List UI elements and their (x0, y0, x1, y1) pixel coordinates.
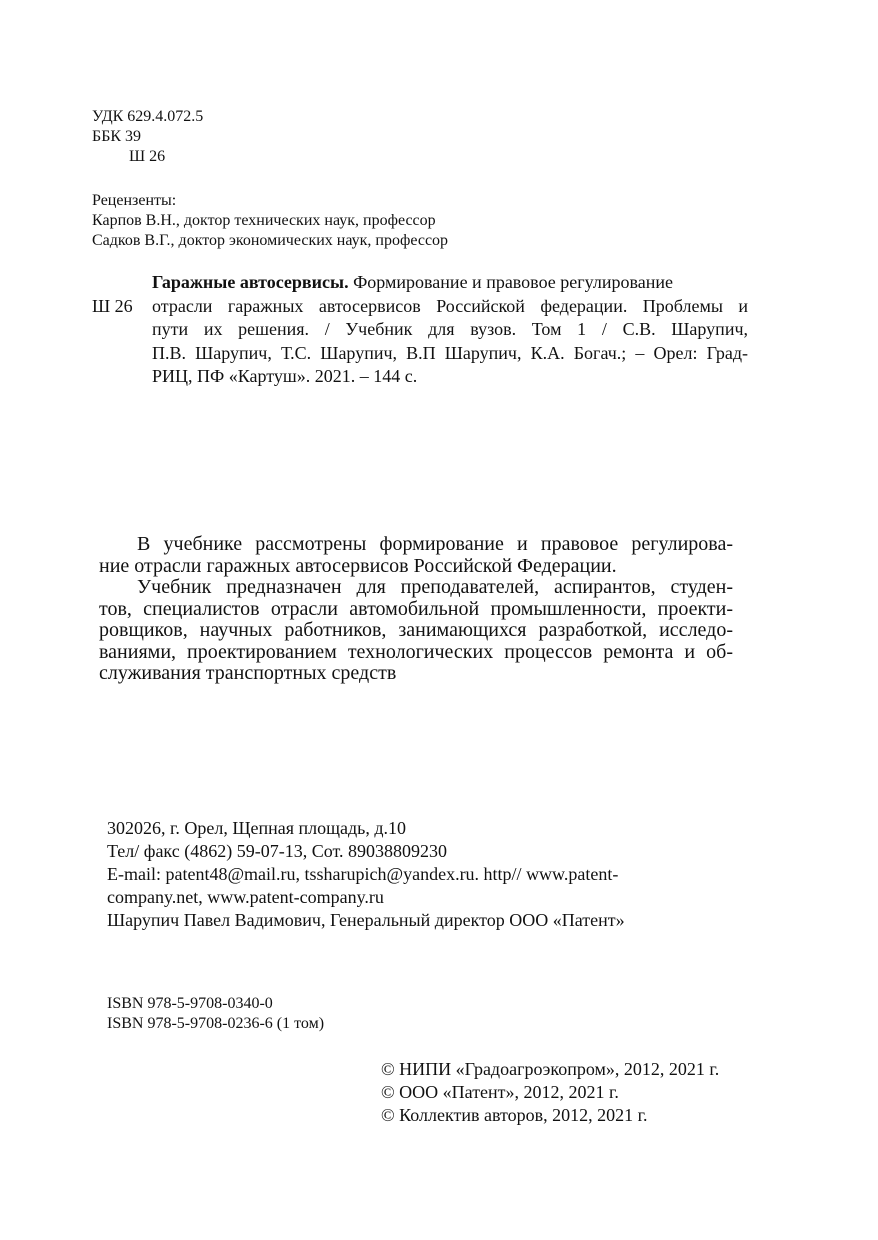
annotation-line: ние отрасли гаражных автосервисов Российской Федерации. (99, 555, 617, 577)
isbn-line: ISBN 978-5-9708-0236-6 (1 том) (107, 1015, 325, 1032)
record-title-bold: Гаражные автосервисы. (152, 272, 349, 292)
publisher-phone: Тел/ факс (4862) 59-07-13, Сот. 89038809230 (107, 841, 447, 861)
annotation-line: В учебнике рассмотрены формирование и правовое регулирова- (137, 533, 733, 555)
copyright-line: © НИПИ «Градоагроэкопром», 2012, 2021 г. (381, 1059, 720, 1079)
annotation-line: служивания транспортных средств (99, 662, 397, 684)
copyright-line: © Коллектив авторов, 2012, 2021 г. (381, 1105, 648, 1125)
publisher-email: E-mail: patent48@mail.ru, tssharupich@yandex.ru. http// www.patent- (107, 864, 619, 884)
copyright-line: © ООО «Патент», 2012, 2021 г. (381, 1082, 619, 1102)
reviewers-heading: Рецензенты: (92, 192, 177, 209)
bbk-code: ББК 39 (92, 128, 142, 145)
annotation-line: Учебник предназначен для преподавателей, аспирантов, студен- (137, 576, 733, 598)
annotation-line: ваниями, проектированием технологических процессов ремонта и об- (99, 641, 733, 663)
annotation-line: ровщиков, научных работников, занимающихся разработкой, исследо- (99, 619, 733, 641)
record-line: отрасли гаражных автосервисов Российской федерации. Проблемы и (152, 296, 748, 316)
publisher-address: 302026, г. Орел, Щепная площадь, д.10 (107, 818, 406, 838)
author-mark: Ш 26 (129, 148, 166, 165)
record-line: пути их решения. / Учебник для вузов. Том 1 / С.В. Шарупич, (152, 319, 748, 339)
annotation-line: тов, специалистов отрасли автомобильной промышленности, проекти- (99, 598, 733, 620)
record-title-line (152, 271, 673, 295)
record-line: РИЦ, ПФ «Картуш». 2021. – 144 с. (152, 366, 418, 386)
udk-code: УДК 629.4.072.5 (92, 108, 204, 125)
record-author-mark: Ш 26 (92, 296, 133, 316)
isbn-line: ISBN 978-5-9708-0340-0 (107, 995, 273, 1012)
record-line: П.В. Шарупич, Т.С. Шарупич, В.П Шарупич, К.А. Богач.; – Орел: Град- (152, 343, 748, 363)
record-title-rest: Формирование и правовое регулирование (348, 272, 673, 292)
reviewer-item: Карпов В.Н., доктор технических наук, профессор (92, 212, 436, 229)
publisher-websites: company.net, www.patent-company.ru (107, 887, 384, 907)
publisher-director: Шарупич Павел Вадимович, Генеральный директор ООО «Патент» (107, 910, 625, 930)
reviewer-item: Садков В.Г., доктор экономических наук, профессор (92, 232, 449, 249)
